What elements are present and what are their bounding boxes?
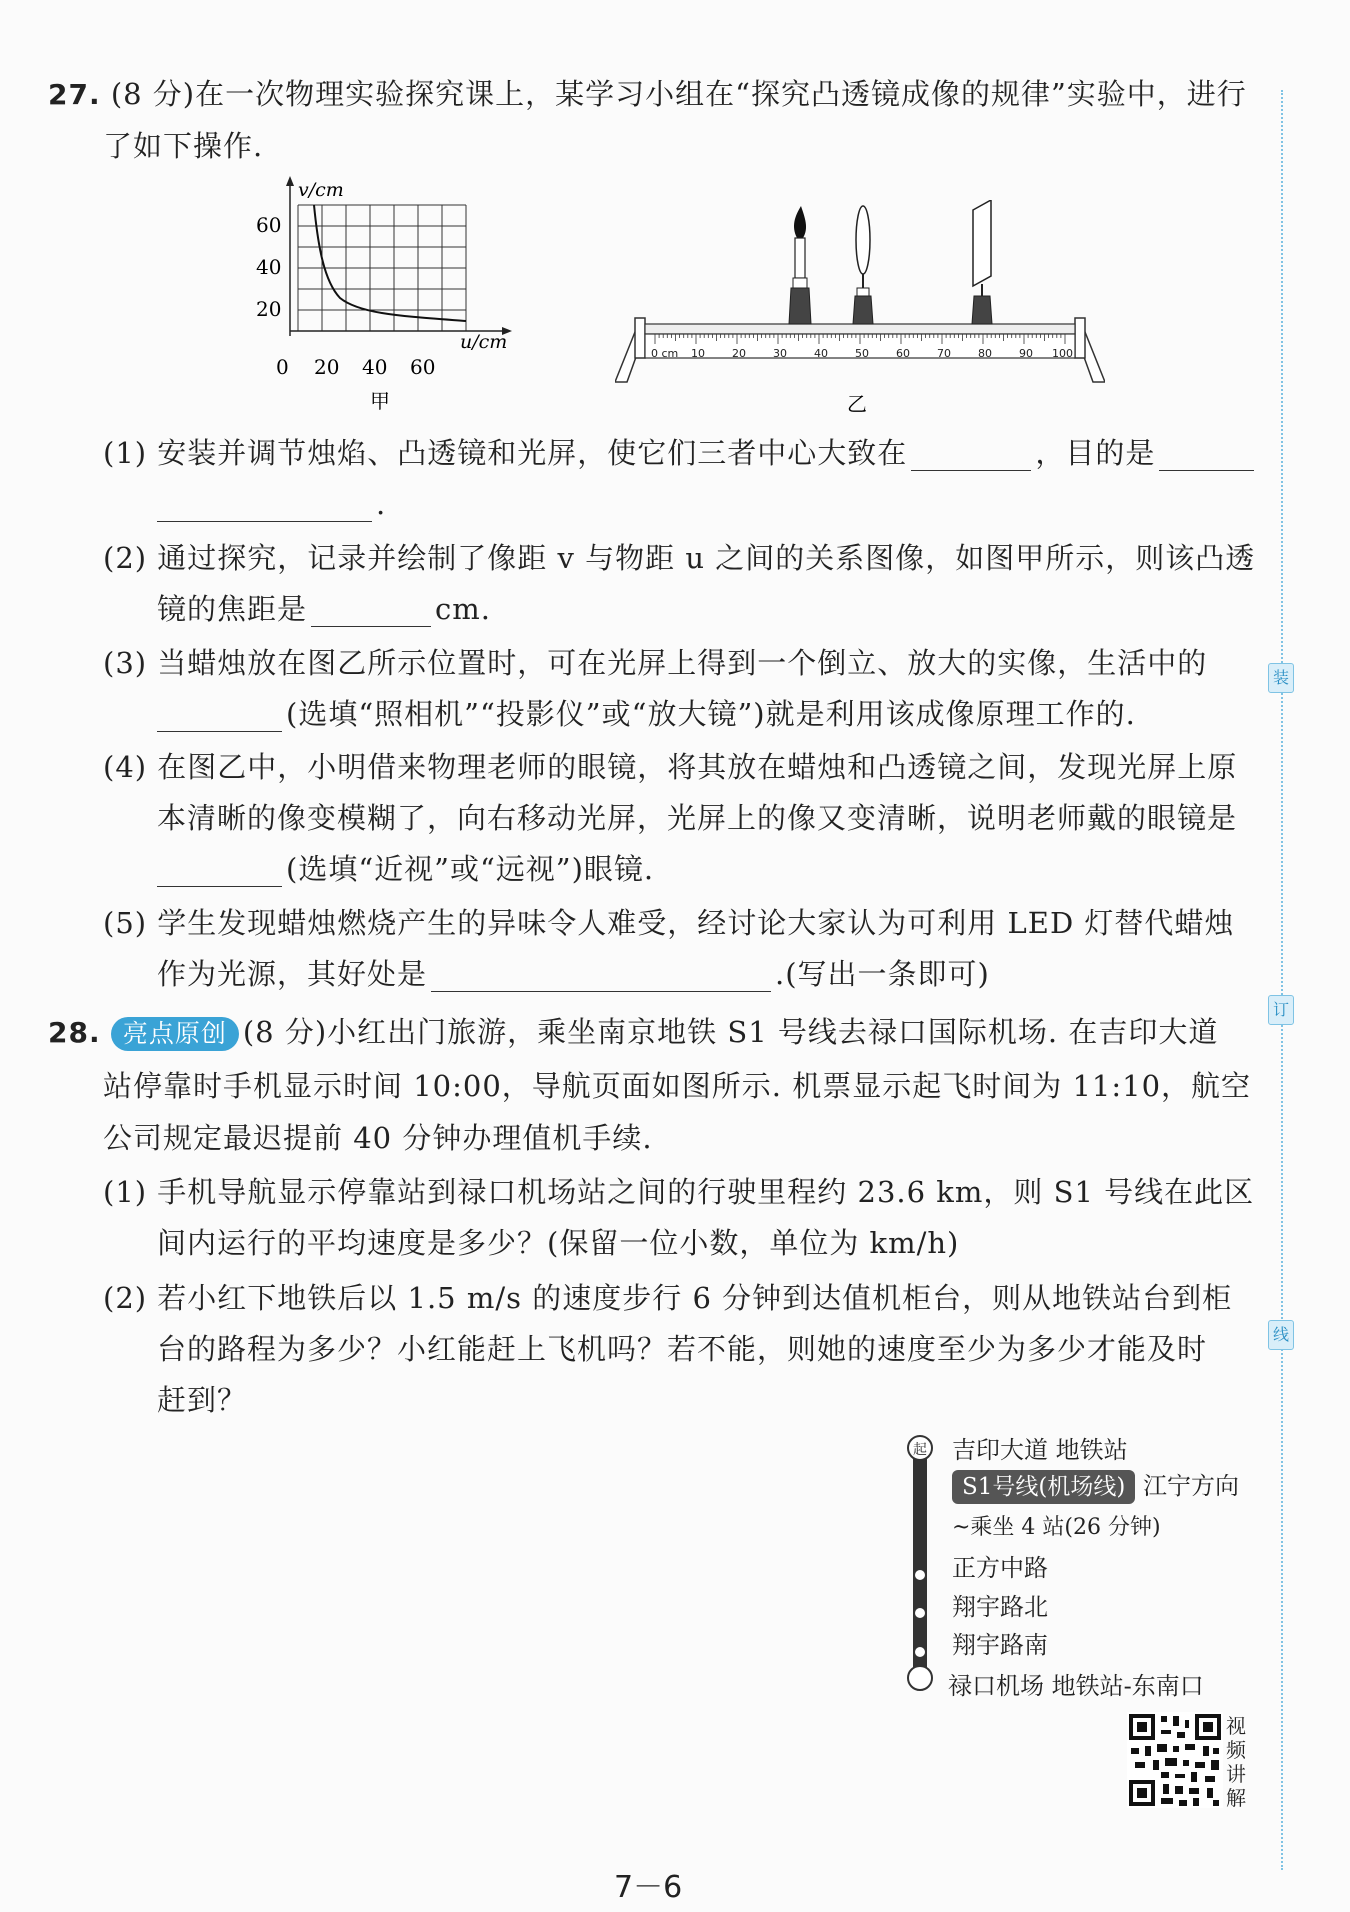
end-station-name: 禄口机场 地铁站-东南口 <box>948 1672 1204 1700</box>
q27-p2-line1: (2) 通过探究，记录并绘制了像距 v 与物距 u 之间的关系图像，如图甲所示，则该凸透 <box>103 541 1256 575</box>
line-direction: 江宁方向 <box>1142 1472 1239 1500</box>
x-axis-label: u/cm <box>460 331 508 353</box>
bench-rail-top <box>645 324 1075 334</box>
answer-blank[interactable] <box>911 440 1031 471</box>
y-tick-label: 40 <box>256 255 282 279</box>
side-tab-ding: 订 <box>1268 995 1294 1025</box>
q27-p5-line2 <box>157 956 990 992</box>
scale-label: 80 <box>978 347 992 360</box>
qr-caption-char: 解 <box>1226 1786 1246 1810</box>
x-tick-label: 60 <box>410 355 436 379</box>
stop-dot <box>915 1608 925 1618</box>
q27-p5-text-c: .(写出一条即可) <box>775 957 990 991</box>
stop-name: 正方中路 <box>952 1554 1048 1582</box>
x-tick-label: 0 <box>276 355 289 379</box>
x-tick-label: 20 <box>314 355 340 379</box>
scale-label: 40 <box>814 347 828 360</box>
q28-p1-line2: 间内运行的平均速度是多少？(保留一位小数，单位为 km/h) <box>157 1226 960 1260</box>
original-badge: 亮点原创 <box>111 1017 239 1051</box>
convex-lens <box>853 206 873 324</box>
v-u-curve <box>314 205 466 321</box>
scale-label: 90 <box>1019 347 1033 360</box>
bench-left-post <box>635 318 645 358</box>
answer-blank[interactable] <box>157 701 282 732</box>
scale-label: 70 <box>937 347 951 360</box>
q27-p3-line1: (3) 当蜡烛放在图乙所示位置时，可在光屏上得到一个倒立、放大的实像，生活中的 <box>103 646 1208 680</box>
figure-jia-caption: 甲 <box>370 389 390 413</box>
page-number: 7－6 <box>614 1870 683 1905</box>
q27-p4-line2: 本清晰的像变模糊了，向右移动光屏，光屏上的像又变清晰，说明老师戴的眼镜是 <box>157 801 1238 835</box>
scale-label: 10 <box>691 347 705 360</box>
figure-yi-caption: 乙 <box>847 392 867 416</box>
light-screen <box>972 200 992 324</box>
scale-label: 20 <box>732 347 746 360</box>
y-tick-label: 60 <box>256 213 282 237</box>
scale-label: 100 <box>1052 347 1073 360</box>
q28-p2-line1: (2) 若小红下地铁后以 1.5 m/s 的速度步行 6 分钟到达值机柜台，则从地铁站台到柜 <box>103 1281 1233 1315</box>
q28-intro-line1 <box>48 1014 1218 1051</box>
q27-p4-line1: (4) 在图乙中，小明借来物理老师的眼镜，将其放在蜡烛和凸透镜之间，发现光屏上原 <box>103 750 1238 784</box>
x-tick-label: 40 <box>362 355 388 379</box>
q28-intro-line3: 公司规定最迟提前 40 分钟办理值机手续. <box>103 1121 653 1155</box>
q28-p2-line2: 台的路程为多少？小红能赶上飞机吗？若不能，则她的速度至少为多少才能及时 <box>157 1332 1208 1366</box>
stop-dot <box>915 1647 925 1657</box>
answer-blank[interactable] <box>311 596 431 627</box>
start-station-name: 吉印大道 地铁站 <box>952 1436 1128 1464</box>
y-axis-arrow <box>286 176 294 186</box>
q27-p2-text-b: 镜的焦距是 <box>157 592 308 626</box>
q27-p1-text-b: ，目的是 <box>1035 436 1156 470</box>
qr-caption <box>1226 1714 1252 1810</box>
candle <box>789 206 811 324</box>
svg-text:起: 起 <box>913 1442 927 1458</box>
line-badge: S1号线(机场线) <box>952 1470 1135 1504</box>
scale-label: 30 <box>773 347 787 360</box>
qr-code-icon[interactable] <box>1127 1712 1223 1808</box>
q27-p2-line2 <box>157 591 491 627</box>
q27-p4-line3 <box>157 851 654 887</box>
scale-label: 60 <box>896 347 910 360</box>
q27-p1-text-c: . <box>376 487 387 521</box>
q28-p1-line1: (1) 手机导航显示停靠站到禄口机场站之间的行驶里程约 23.6 km，则 S1 号线在此区 <box>103 1175 1255 1209</box>
answer-blank[interactable] <box>431 961 771 992</box>
q27-p5-text-b: 作为光源，其好处是 <box>157 957 428 991</box>
q28-number: 28. <box>48 1016 101 1049</box>
q27-intro-line2: 了如下操作. <box>103 129 264 163</box>
y-axis-label: v/cm <box>298 179 344 201</box>
q27-intro-line1 <box>48 76 1247 113</box>
q27-p1-line2 <box>157 486 386 522</box>
scale-label: 50 <box>855 347 869 360</box>
end-station-icon <box>908 1666 932 1690</box>
q28-intro-line2: 站停靠时手机显示时间 10:00，导航页面如图所示. 机票显示起飞时间为 11:10，航空 <box>103 1069 1252 1103</box>
qr-caption-char: 讲 <box>1226 1762 1246 1786</box>
binding-dotted-line <box>1281 90 1283 1870</box>
answer-blank[interactable] <box>157 491 372 522</box>
qr-caption-char: 视 <box>1226 1714 1246 1738</box>
q27-p2-text-c: cm. <box>435 592 491 626</box>
stop-name: 翔宇路北 <box>952 1593 1048 1621</box>
q28-p2-line3: 赶到？ <box>157 1383 248 1417</box>
q27-p3-text-b: (选填“照相机”“投影仪”或“放大镜”)就是利用该成像原理工作的. <box>286 697 1136 731</box>
q27-p1-line1 <box>103 435 1258 471</box>
answer-blank[interactable] <box>1159 440 1254 471</box>
q27-p5-line1: (5) 学生发现蜡烛燃烧产生的异味令人难受，经讨论大家认为可利用 LED 灯替代蜡烛 <box>103 906 1235 940</box>
route-line <box>900 1430 940 1700</box>
ride-info: ~乘坐 4 站(26 分钟) <box>952 1515 1161 1540</box>
q27-p4-text-c: (选填“近视”或“远视”)眼镜. <box>286 852 655 886</box>
side-tab-xian: 线 <box>1268 1320 1294 1350</box>
q27-p1-text-a: (1) 安装并调节烛焰、凸透镜和光屏，使它们三者中心大致在 <box>103 436 908 470</box>
answer-blank[interactable] <box>157 856 282 887</box>
scale-label: 0 cm <box>651 347 679 360</box>
stop-name: 翔宇路南 <box>952 1631 1048 1659</box>
q28-intro-text: (8 分)小红出门旅游，乘坐南京地铁 S1 号线去禄口国际机场. 在吉印大道 <box>242 1015 1219 1049</box>
bench-right-post <box>1075 318 1085 358</box>
y-tick-label: 20 <box>256 297 282 321</box>
figure-yi-bench <box>615 200 1105 425</box>
q27-number: 27. <box>48 78 101 111</box>
q27-intro-text: (8 分)在一次物理实验探究课上，某学习小组在“探究凸透镜成像的规律”实验中，进行 <box>110 77 1247 111</box>
stop-dot <box>915 1570 925 1580</box>
figure-jia-graph <box>250 176 520 416</box>
side-tab-zhuang: 装 <box>1268 663 1294 693</box>
qr-caption-char: 频 <box>1226 1738 1246 1762</box>
line-row <box>952 1466 1239 1504</box>
metro-route-figure <box>900 1430 1260 1700</box>
q27-p3-line2 <box>157 696 1136 732</box>
